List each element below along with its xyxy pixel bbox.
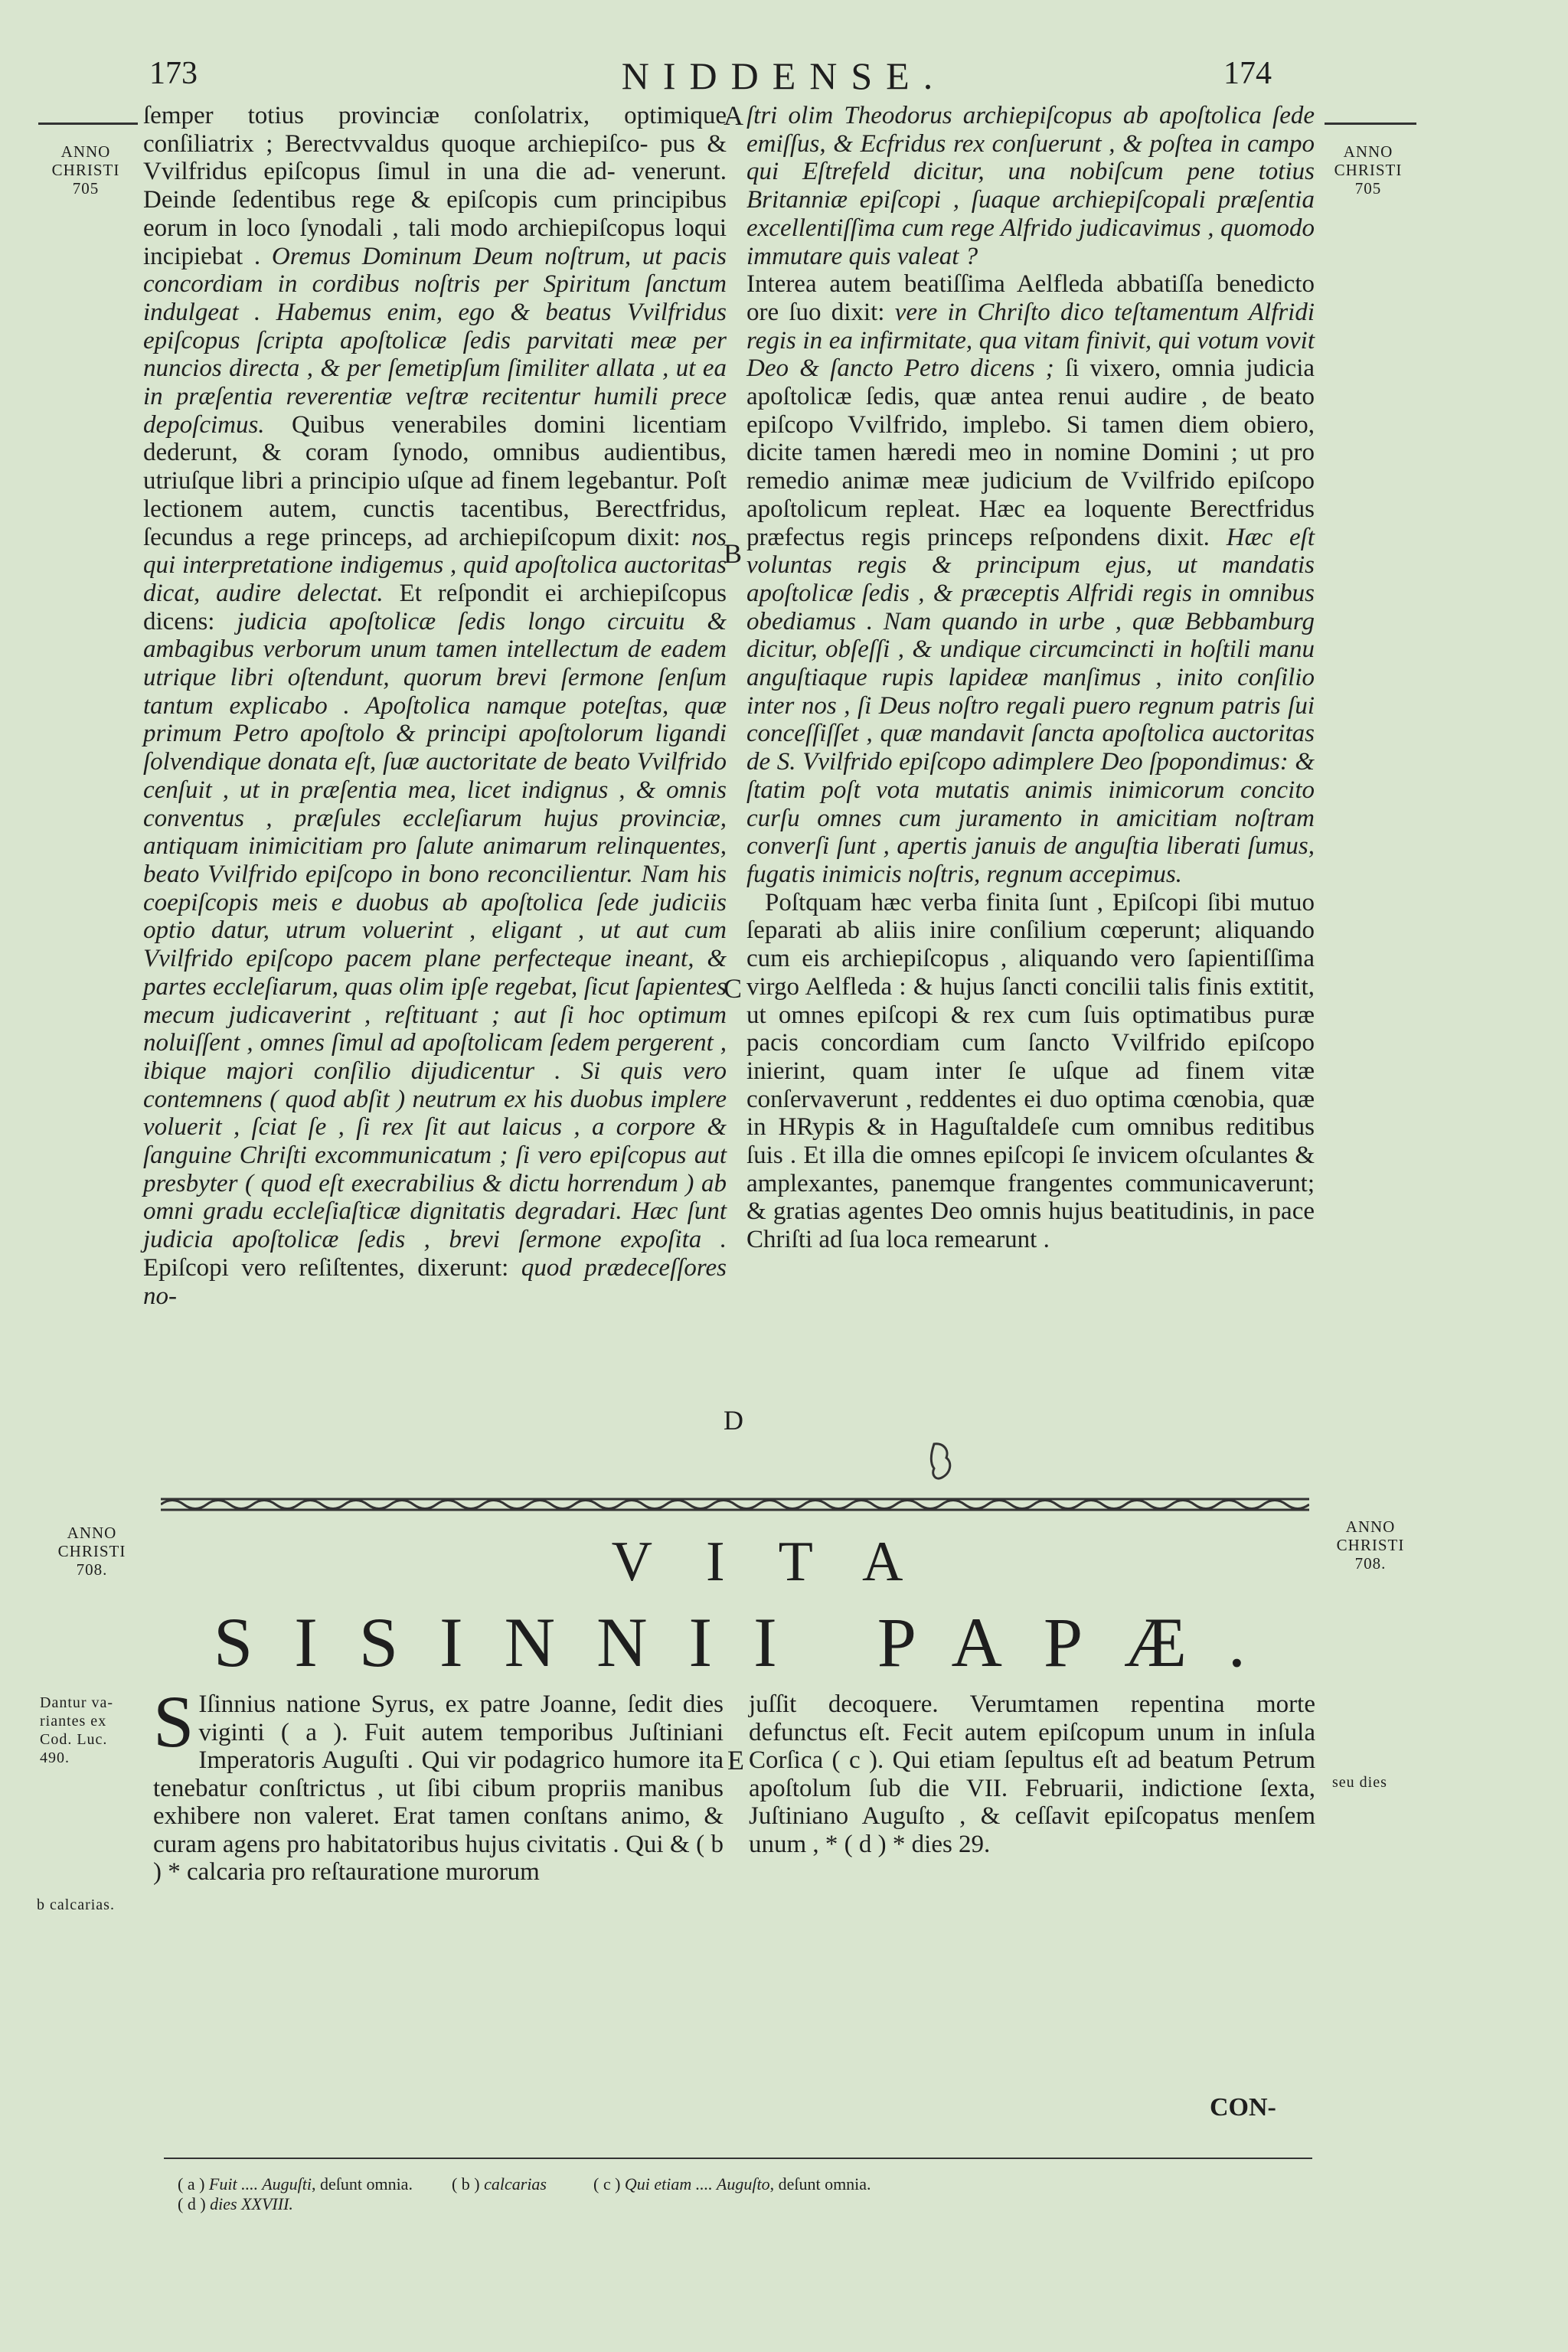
section-title-sisinnii: SISINNII PAPÆ. — [214, 1603, 1287, 1681]
footnote-text: calcarias — [484, 2174, 547, 2194]
decorative-rule — [161, 1494, 1309, 1514]
italic-passage: nos qui interpretatione indigemus , quid apoſtolica auctoritas dicat, audire delectat. — [143, 523, 727, 607]
italic-passage: Hæc eſt voluntas regis & principum ejus, ut mandatis apoſtolicæ ſedis , & præceptis Alfridi regis in omnibus obediamus . Nam quando in urbe , quæ Bebbamburg dicitur, obſeſſi , & undique circumcincti in hoſtili manu anguſtiaque rupis lapideæ manſimus , inito conſilio inter nos , ſi Deus noſtro regali puero regnum patris ſui conceſſiſſet , quæ mandavit ſancta apoſtolica auctoritas de S. Vvilfrido epiſcopo adimplere Deo ſpopondimus: & ſtatim poſt vota mutatis animis inimicorum concito curſu omnes cum juramento in amicitiam noſtram converſi ſunt , apertis januis de anguſtia liberati ſumus, fugatis inimicis noſtris, regnum accepimus. — [746, 523, 1315, 888]
footnote-label: ( a ) — [178, 2174, 205, 2194]
margin-year: 708. — [1354, 1554, 1387, 1573]
ornament-hand-icon — [928, 1439, 956, 1485]
text-passage: Interea autem beatiſſima Aelfleda abbatiſſa benedicto ore ſuo dixit: — [746, 270, 1315, 326]
text-line: cum principibus eorum in loco ſynodali , tali — [143, 186, 727, 242]
margin-christi-word: CHRISTI — [57, 1542, 126, 1560]
margin-anno-top-left — [40, 142, 132, 198]
vita-text: juſſit decoquere. Verumtamen repentina morte defunctus eſt. Fecit autem epiſcopum unum in inſula Corſica ( c ). Qui etiam ſepultus eſt ad beatum Petrum apoſtolum ſub die VII. Februarii, indictione ſexta, Juſtiniano Auguſto , & ceſſavit epiſcopatus menſem unum , * ( d ) * dies 29. — [749, 1690, 1315, 1858]
margin-year: 708. — [76, 1560, 108, 1579]
footnotes — [178, 2174, 1326, 2214]
page-number-left: 173 — [149, 56, 198, 91]
margin-year: 705 — [1354, 179, 1382, 198]
margin-anno-word: ANNO — [60, 142, 111, 161]
footnote-text: Qui etiam .... Auguſto — [624, 2174, 770, 2194]
margin-year: 705 — [72, 179, 100, 198]
margin-note-b: b calcarias. — [37, 1896, 115, 1913]
margin-christi-word: CHRISTI — [1336, 1536, 1405, 1554]
margin-christi-word: CHRISTI — [51, 161, 120, 179]
vita-left-column — [153, 1681, 724, 1886]
footnote-text: Fuit .... Auguſti — [208, 2174, 312, 2194]
text-passage: Et reſpondit ei archiepiſcopus dicens: — [143, 579, 727, 635]
italic-passage: quod prædeceſſores no- — [143, 1253, 727, 1310]
note-line: Dantur va- — [40, 1694, 114, 1711]
footnote-label: ( d ) — [178, 2194, 206, 2213]
running-title: NIDDENSE. — [621, 54, 947, 97]
note-line: riantes ex — [40, 1713, 107, 1730]
italic-passage: judicia apoſtolicæ ſedis longo circuitu & ambagibus verborum unum tamen intellectum de eadem utrique libri oſtendunt, quorum brevi ſermone ſenſum tantum explicabo . Apoſtolica namque poteſtas, quæ primum Petro apoſtolo & principi apoſtolorum ligandi ſolvendique donata eſt, ſuæ auctoritate de beato Vvilfrido cenſuit , ut in præſentia mea, licet indignus , & omnis conventus , præſules eccleſiarum hujus provinciæ, antiquam inimicitiam pro ſalute animarum relinquentes, beato Vvilfrido epiſcopo in bono reconcilientur. Nam his coepiſcopis meis e duobus ab apoſtolica ſede judiciis optio datur, utrum voluerint , eligant , ut aut cum Vvilfrido epiſcopo pacem plane perfecteque ineant, & partes eccleſiarum, quas olim ipſe regebat, ſicut ſapientes mecum judicaverint , reſtituant ; aut ſi hoc optimum noluiſſent , omnes ſimul ad apoſtolicam ſedem pergerent , ibique majori conſilio dijudicentur . Si quis vero contemnens ( quod abſit ) neutrum ex his duobus implere voluerit , ſciat ſe , ſi rex ſit aut laicus , a corpore & ſanguine Chriſti excommunicatum ; ſi vero epiſcopus aut presbyter ( quod eſt execrabilius & dictu horrendum ) ab omni gradu eccleſiaſticæ dignitatis degradari. Hæc ſunt judicia apoſtolicæ ſedis , brevi ſermone expoſita . — [143, 607, 727, 1254]
note-line: 490. — [40, 1749, 70, 1766]
margin-anno-word: ANNO — [67, 1524, 117, 1542]
side-letter-c: C — [724, 973, 743, 1004]
italic-passage: vere in Chriſto dico teſtamentum Alfridi regis in ea infirmitate, qua vitam finivit, qui votum vovit Deo & ſancto Petro dicens ; — [746, 298, 1315, 383]
margin-anno-word: ANNO — [1345, 1517, 1396, 1536]
margin-anno-word: ANNO — [1343, 142, 1393, 161]
page-number-right: 174 — [1223, 56, 1272, 91]
italic-passage: ſtri olim Theodorus archiepiſcopus ab apoſtolica ſede emiſſus, & Ecfridus rex conſuerunt , & poſtea in campo qui Eſtrefeld dicitur, una nobiſcum pene totius Britanniæ epiſcopi , ſuaque archiepiſcopali præſentia excellentiſſima cum rege Alfrido judicavimus , quomodo immutare quis valeat ? — [746, 102, 1315, 270]
footnote-text: dies XXVIII. — [210, 2194, 293, 2213]
text-line: pus & Vvilfridus epiſcopus ſimul in una die ad- — [143, 129, 727, 186]
side-letter-a: A — [724, 100, 743, 131]
text-passage: Epiſcopi vero reſiſtentes, dixerunt: — [143, 1253, 509, 1282]
side-letter-e: E — [727, 1745, 744, 1775]
margin-christi-word: CHRISTI — [1334, 161, 1403, 179]
catchword: CON- — [1210, 2093, 1276, 2122]
footnote-label: ( b ) — [451, 2174, 480, 2194]
left-text-column — [143, 102, 727, 1310]
footnote-rule — [164, 2158, 1312, 2159]
side-letter-b: B — [724, 538, 743, 569]
margin-note-d: seu dies — [1332, 1774, 1387, 1791]
margin-variant-note — [40, 1694, 147, 1767]
italic-passage: Oremus Dominum Deum noſtrum, ut pacis concordiam in cordibus noſtris per Spiritum ſanctum indulgeat . Habemus enim, ego & beatus Vvilfridus epiſcopus ſcripta apoſtolicæ ſedis parvitati meæ per nuncios directa , & per ſemetipſum ſimiliter allata , ut ea in præſentia reverentiæ veſtræ recitentur humili prece depoſcimus. — [143, 242, 727, 439]
text-line: conſiliatrix ; Berectvvaldus quoque archiepiſco- — [143, 129, 648, 158]
text-line: venerunt. Deinde ſedentibus rege & epiſcopis — [143, 158, 727, 214]
text-passage: Poſtquam hæc verba finita ſunt , Epiſcopi ſibi mutuo ſeparati ab aliis inire conſilium cœperunt; aliquando cum eis archiepiſcopus , aliquando vero ſapientiſſima virgo Aelfleda : & hujus ſancti concilii talis finis extitit, ut omnes epiſcopi & rex cum ſuis optimatibus puræ pacis concordiam cum ſancto Vvilfrido epiſcopo inierint, quam inter ſe uſque ad finem vitæ conſervaverunt , reddentes ei duo optima cœnobia, quæ in HRypis & in Haguſtaldeſe cum omnibus reditibus ſuis . Et illa die omnes epiſcopi ſe invicem oſculantes & amplexantes, panemque frangentes communicaverunt; & gratias agentes Deo omnis hujus beatitudinis, in pace Chriſti ad ſua loca remearunt . — [746, 888, 1315, 1254]
text-passage: Quibus venerabiles domini licentiam dederunt, & coram ſynodo, omnibus audientibus, utriuſque libri a principio uſque ad finem legebantur. Poſt lectionem autem, cunctis tacentibus, Berectfridus, ſecundus a rege princeps, ad archiepiſcopum dixit: — [143, 410, 727, 551]
footnote-label: ( c ) — [593, 2174, 621, 2194]
section-title-vita: VITA — [611, 1530, 957, 1593]
footnote-text: , deſunt omnia. — [769, 2174, 871, 2194]
footnote-text: , deſunt omnia. — [311, 2174, 413, 2194]
note-line: Cod. Luc. — [40, 1731, 108, 1748]
margin-rule-right — [1325, 122, 1416, 125]
vita-text: Iſinnius natione Syrus, ex patre Joanne, ſedit dies viginti ( a ). Fuit autem temporibus Juſtiniani Imperatoris Auguſti . Qui vir podagrico humore ita tenebatur conſtrictus , ut ſibi cibum propriis manibus exhibere non valeret. Erat tamen conſtans animo, & curam agens pro habitatoribus hujus civitatis . Qui & ( b ) * calcaria pro reſtauratione murorum — [153, 1690, 724, 1886]
text-line: ſemper totius provinciæ conſolatrix, optimique — [143, 102, 727, 129]
margin-anno-top-right — [1318, 142, 1418, 198]
vita-right-column — [749, 1690, 1315, 1858]
margin-rule-left — [38, 122, 138, 125]
side-letter-d: D — [724, 1405, 743, 1436]
right-text-column — [746, 102, 1315, 1254]
drop-cap: S — [153, 1681, 194, 1762]
text-line: modo archiepiſcopus loqui incipiebat . — [143, 214, 727, 270]
text-passage: ſi vixero, omnia judicia apoſtolicæ ſedis, quæ antea renui audire , de beato epiſcopo Vvilfrido, implebo. Si tamen diem obiero, dicite tamen hæredi meo in nomine Domini ; ut pro remedio animæ meæ judicium de Vvilfrido epiſcopo apoſtolicum repleat. Hæc ea loquente Berectfridus præfectus regis princeps reſpondens dixit. — [746, 354, 1315, 551]
